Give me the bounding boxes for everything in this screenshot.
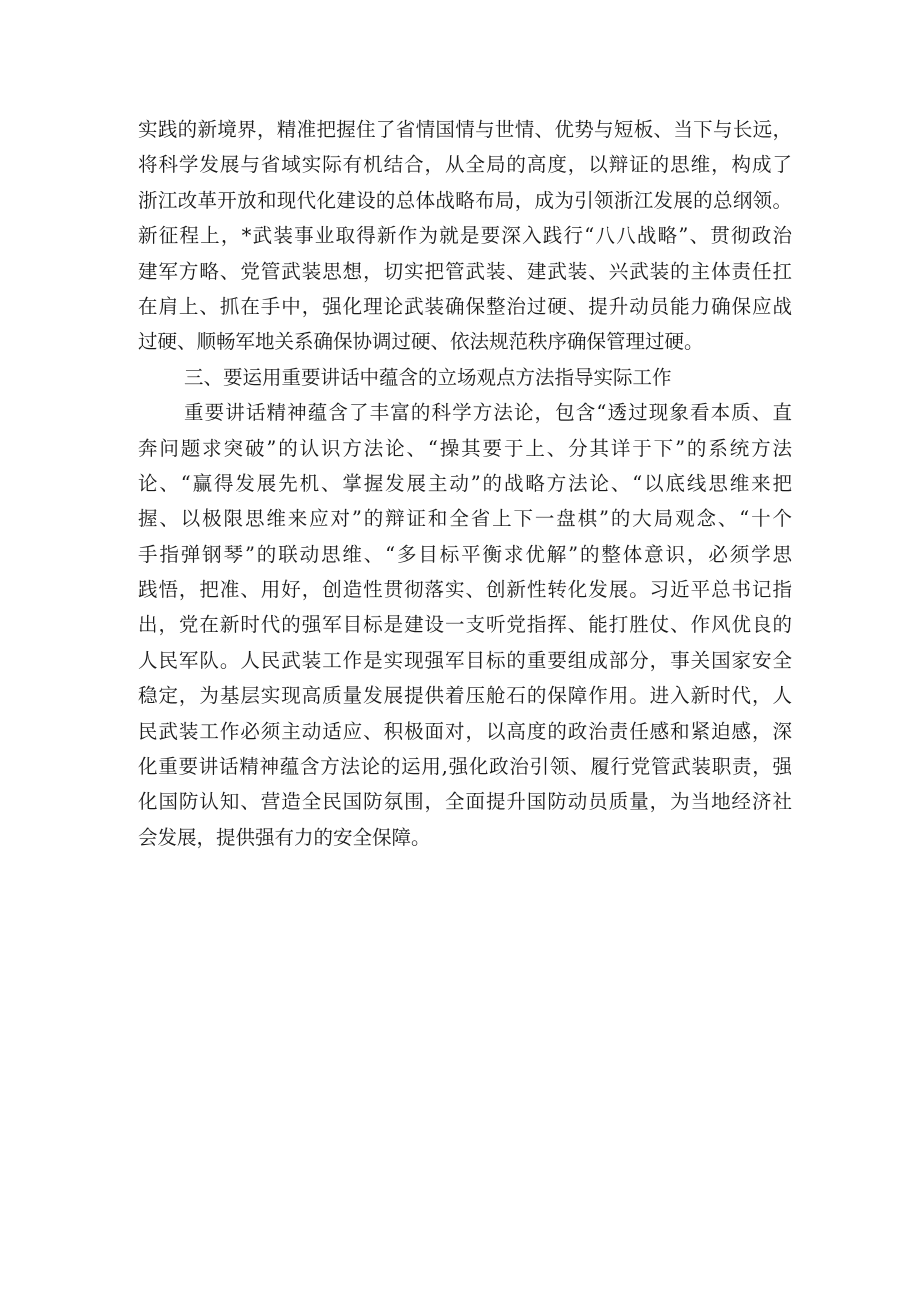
text-line: 将科学发展与省域实际有机结合，从全局的高度，以辩证的思维，构成了 xyxy=(138,153,792,177)
text-line: 出，党在新时代的强军目标是建设一支听党指挥、能打胜仗、作风优良的 xyxy=(138,613,792,637)
text-line: 民武装工作必须主动适应、积极面对，以高度的政治责任感和紧迫感，深 xyxy=(138,719,792,743)
text-line: 化国防认知、营造全民国防氛围，全面提升国防动员质量，为当地经济社 xyxy=(138,790,792,814)
text-line: 重要讲话精神蕴含了丰富的科学方法论，包含“透过现象看本质、直 xyxy=(184,401,792,425)
text-line: 奔问题求突破”的认识方法论、“操其要于上、分其详于下”的系统方法 xyxy=(138,436,792,460)
text-line: 握、以极限思维来应对”的辩证和全省上下一盘棋”的大局观念、“十个 xyxy=(138,507,792,531)
text-line: 化重要讲话精神蕴含方法论的运用,强化政治引领、履行党管武装职责，强 xyxy=(138,755,792,779)
text-line: 论、“赢得发展先机、掌握发展主动”的战略方法论、“以底线思维来把 xyxy=(138,471,792,495)
text-line: 实践的新境界，精准把握住了省情国情与世情、优势与短板、当下与长远， xyxy=(138,118,792,141)
text-line: 浙江改革开放和现代化建设的总体战略布局，成为引领浙江发展的总纲领。 xyxy=(138,188,792,212)
text-line: 践悟，把准、用好，创造性贯彻落实、创新性转化发展。习近平总书记指 xyxy=(138,578,792,602)
paragraph-continuation xyxy=(138,112,792,360)
paragraph-body xyxy=(138,395,792,855)
text-line: 稳定，为基层实现高质量发展提供着压舱石的保障作用。进入新时代，人 xyxy=(138,684,792,708)
text-line: 手指弹钢琴”的联动思维、“多目标平衡求优解”的整体意识，必须学思 xyxy=(138,542,792,566)
text-line: 过硬、顺畅军地关系确保协调过硬、依法规范秩序确保管理过硬。 xyxy=(138,330,704,354)
text-line: 人民军队。人民武装工作是实现强军目标的重要组成部分，事关国家安全 xyxy=(138,648,792,672)
text-line: 新征程上，*武装事业取得新作为就是要深入践行“八八战略”、贯彻政治 xyxy=(138,224,792,248)
text-line: 在肩上、抓在手中，强化理论武装确保整治过硬、提升动员能力确保应战 xyxy=(138,294,792,318)
text-line: 建军方略、党管武装思想，切实把管武装、建武装、兴武装的主体责任扛 xyxy=(138,259,792,283)
document-body xyxy=(138,112,792,855)
section-heading: 三、要运用重要讲话中蕴含的立场观点方法指导实际工作 xyxy=(184,365,672,389)
text-line: 会发展，提供强有力的安全保障。 xyxy=(138,825,431,849)
